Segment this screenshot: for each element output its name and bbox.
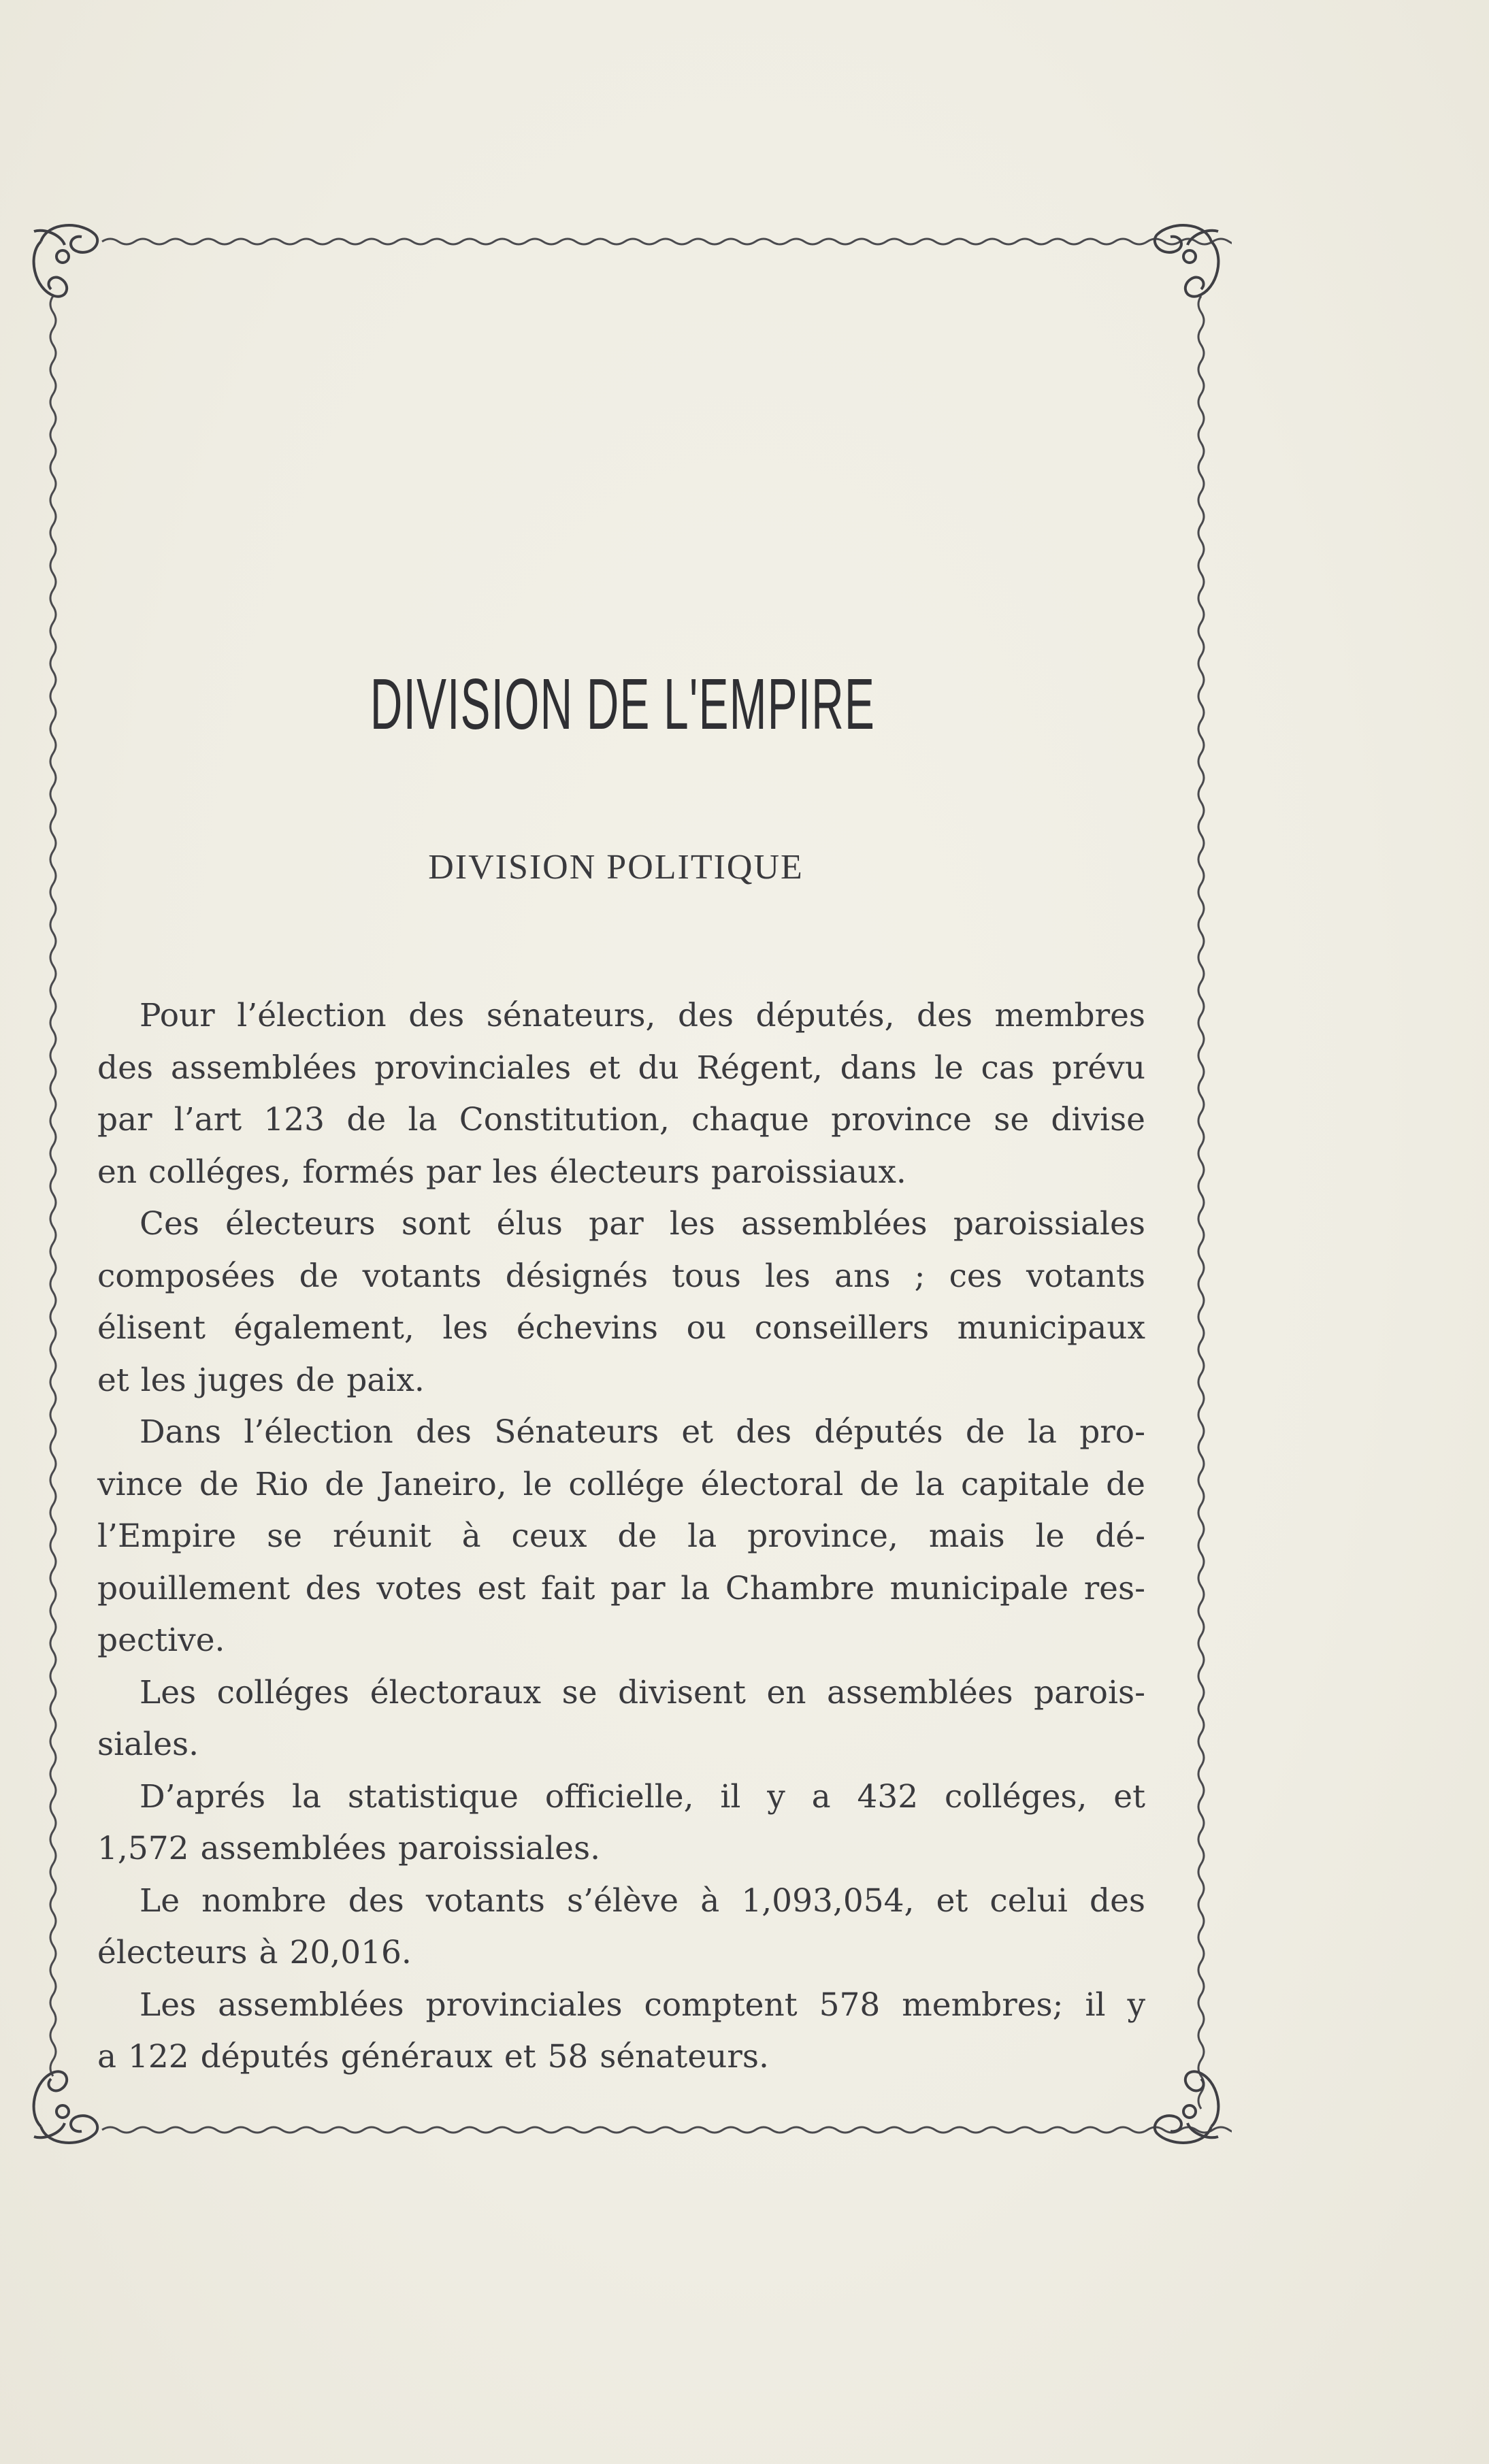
corner-flourish-top-left [34,225,98,297]
body-text [97,990,1145,2084]
top-border-line [102,239,1232,244]
corner-flourish-bottom-right [1155,2071,1219,2143]
text-line: composées de votants désignés tous les ans ; ces votants [97,1257,1145,1295]
paragraph [97,1980,1145,2084]
text-line: a 122 députés généraux et 58 sénateurs. [97,2038,769,2075]
paragraph [97,1667,1145,1771]
paragraph [97,1875,1145,1980]
text-line: électeurs à 20,016. [97,1934,412,1971]
bottom-border-line [102,2127,1232,2133]
text-line: 1,572 assemblées paroissiales. [97,1830,601,1867]
text-line: l’Empire se réunit à ceux de la province, mais le dé- [97,1517,1145,1555]
corner-flourish-top-right [1155,225,1219,297]
page-title: DIVISION DE L'EMPIRE [370,664,876,744]
text-line: vince de Rio de Janeiro, le collége électoral de la capitale de [97,1465,1145,1503]
paragraph [97,1771,1145,1875]
left-border-line [50,296,56,2076]
text-line: Les assemblées provinciales comptent 578 membres; il y [140,1986,1145,2024]
text-line: Pour l’élection des sénateurs, des députés, des membres [140,997,1145,1034]
paragraph [97,1198,1145,1407]
text-line: pouillement des votes est fait par la Chambre municipale res- [97,1569,1145,1607]
text-line: par l’art 123 de la Constitution, chaque province se divise [97,1101,1145,1138]
text-line: Dans l’élection des Sénateurs et des députés de la pro- [140,1413,1145,1451]
corner-flourish-bottom-left [34,2071,98,2143]
page-subtitle: DIVISION POLITIQUE [428,848,804,887]
text-line: Les colléges électoraux se divisent en assemblées parois- [140,1673,1145,1711]
paragraph [97,990,1145,1198]
text-line: Le nombre des votants s’élève à 1,093,054, et celui des [140,1882,1145,1920]
text-line: des assemblées provinciales et du Régent, dans le cas prévu [97,1049,1145,1087]
paragraph [97,1407,1145,1667]
text-line: D’aprés la statistique officielle, il y a 432 colléges, et [140,1777,1145,1816]
text-line: en colléges, formés par les électeurs paroissiaux. [97,1153,906,1191]
text-line: et les juges de paix. [97,1361,425,1399]
text-line: pective. [97,1622,225,1659]
right-border-line [1198,296,1204,2109]
text-line: siales. [97,1726,199,1763]
text-line: Ces électeurs sont élus par les assemblées paroissiales [140,1205,1145,1243]
text-line: élisent également, les échevins ou conseillers municipaux [97,1309,1145,1347]
